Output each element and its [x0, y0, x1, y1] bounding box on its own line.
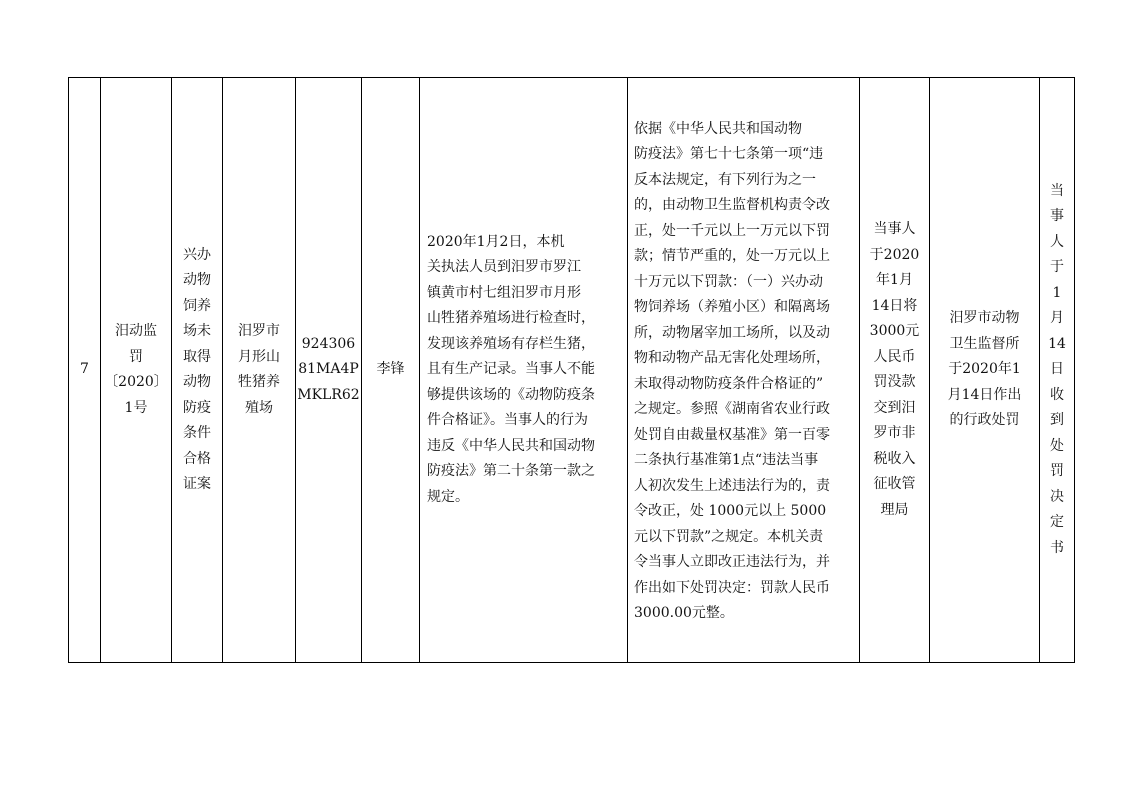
- penalty-basis-and-decision: 依据《中华人民共和国动物 防疫法》第七十七条第一项“违 反本法规定，有下列行为之一 的，由动物卫生监督机构责令改 正，处一千元以上一万元以下罚 款；情节严重的，处一万元以上 十万元以下罚款：（一）兴办动 物饲养场（养殖小区）和隔离场 所，动物屠宰加工场所，以及动 物和动物产品无害化处理场所， 未取得动物防疫条件合格证的” 之规定。参照《湖南省农业行政 处罚自由裁量权基准》第一百零 二条执行基准第1点“违法当事 人初次发生上述违法行为的，责 令改正，处 1000元以上 5000 元以下罚款”之规定。本机关责 令当事人立即改正违法行为，并 作出如下处罚决定：罚款人民币 3000.00元整。: [634, 120, 830, 621]
- execution-cell: [860, 78, 930, 663]
- penalty-record-table: [68, 77, 1075, 663]
- facts-cell: [420, 78, 628, 663]
- credit-code: 924306 81MA4P MKLR62: [297, 335, 360, 403]
- legal-representative-cell: [362, 78, 420, 663]
- basis-cell: [628, 78, 860, 663]
- case-name: 兴办 动物 饲养 场未 取得 动物 防疫 条件 合格 证案: [183, 246, 211, 492]
- penalty-execution: 当事人 于2020 年1月 14日将 3000元 人民币 罚没款 交到汨 罗市非 税收入 征收管 理局: [869, 221, 920, 518]
- violation-facts: 2020年1月2日，本机 关执法人员到汨罗市罗江 镇黄市村七组汨罗市月形 山牲猪养殖场进行检查时， 发现该养殖场有存栏生猪， 且有生产记录。当事人不能 够提供该场的《动物防疫条 件合格证》。当事人的行为 违反《中华人民共和国动物 防疫法》第二十条第一款之 规定。: [427, 233, 595, 505]
- index-cell: [69, 78, 101, 663]
- deciding-authority: 汨罗市动物 卫生监督所 于2020年1 月14日作出 的行政处罚: [947, 310, 1022, 429]
- party-name: 汨罗市 月形山 牲猪养 殖场: [238, 323, 280, 416]
- table-row: [69, 78, 1075, 663]
- authority-cell: [930, 78, 1040, 663]
- legal-representative: 李锋: [376, 361, 405, 378]
- case-name-cell: [172, 78, 223, 663]
- remarks: 当 事 人 于 1 月 14 日 收 到 处 罚 决 定 书: [1048, 182, 1066, 556]
- case-number-cell: [101, 78, 172, 663]
- party-name-cell: [223, 78, 296, 663]
- credit-code-cell: [296, 78, 362, 663]
- record-index: 7: [80, 361, 89, 378]
- remarks-cell: [1040, 78, 1075, 663]
- case-number: 汨动监 罚 〔2020〕 1号: [104, 323, 168, 416]
